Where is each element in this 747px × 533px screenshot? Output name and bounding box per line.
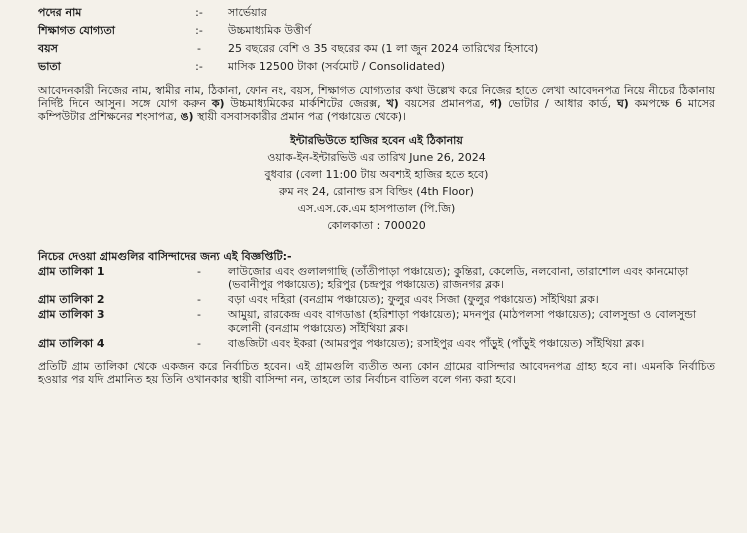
item-marker: গ) (489, 97, 503, 111)
item-text: ভোটার / আধার কার্ড, (508, 97, 612, 111)
selection-note: প্রতিটি গ্রাম তালিকা থেকে একজন করে নির্বাচিত হবেন। এই গ্রামগুলি ব্যতীত অন্য কোন গ্রামের বাসিন্দার আবেদনপত্র গ্রাহ্য হবে না। এমনকি নির্বাচিত হওয়ার পর যদি প্রমানিত হয় তিনি ওখানকার স্থায়ী বাসিন্দা নন, তাহলে তার নির্বাচন বাতিল বলে গন্য করা হবে। (38, 359, 715, 387)
village-list-label: গ্রাম তালিকা 2 (38, 293, 105, 307)
instruction-intro: আবেদনকারী নিজের নাম, স্বামীর নাম, ঠিকানা, ফোন নং, বয়স, শিক্ষাগত যোগ্যতার কথা উল্লেখ করে নিজের হাতে লেখা আবেদনপত্র নিয়ে নীচের ঠিকানায় নির্দিষ্ট দিনে আসুন। সঙ্গে যোগ করুন (38, 84, 715, 111)
info-value: সার্ভেয়ার (228, 6, 267, 20)
item-marker: ঙ) (180, 110, 194, 124)
info-row-allowance (38, 58, 715, 76)
item-marker: খ) (386, 97, 399, 111)
item-text: উচ্চমাধ্যমিকের মার্কশিটের জেরক্স, (230, 97, 381, 111)
villages-title: নিচের দেওয়া গ্রামগুলির বাসিন্দাদের জন্য এই বিজ্ঞপ্তিটি:- (38, 249, 292, 263)
application-instructions (38, 84, 715, 124)
item-text: বয়সের প্রমানপত্র, (404, 97, 485, 111)
info-row-qualification (38, 22, 715, 40)
village-list-label: গ্রাম তালিকা 3 (38, 308, 105, 322)
interview-line: বুধবার (বেলা 11:00 টায় অবশ্যই হাজির হতে হবে) (264, 167, 489, 181)
instruction-paragraph (38, 84, 715, 124)
info-separator: - (197, 42, 201, 56)
village-list-label: গ্রাম তালিকা 4 (38, 336, 105, 350)
info-separator: :- (195, 24, 203, 38)
info-value: মাসিক 12500 টাকা (সর্বমোট / Consolidated) (228, 60, 446, 74)
item-marker: ঘ) (616, 97, 629, 111)
item-text: কমপক্ষে 6 মাসের কম্পিউটার প্রশিক্ষনের শংসাপত্র, (38, 97, 716, 124)
info-row-post (38, 4, 715, 22)
info-label: ভাতা (38, 60, 61, 74)
village-list-separator: - (197, 293, 201, 307)
interview-line: কোলকাতা : 700020 (327, 218, 426, 232)
info-label: শিক্ষাগত যোগ্যতা (38, 24, 115, 38)
job-info-table (38, 4, 715, 76)
info-separator: :- (195, 6, 203, 20)
village-list-separator: - (197, 264, 201, 278)
info-label: বয়স (38, 42, 58, 56)
interview-block (38, 134, 715, 236)
village-list-text: আমুয়া, রারকেন্দ্র এবং বাগডাঙা (হরিশাড়া পঞ্চায়েত); মদনপুর (মাঠপলসা পঞ্চায়েত); বোলসুন্ডা ও বোলসুন্ডা কলোনী (বনগ্রাম পঞ্চায়েত) সাঁইথিয়া ব্লক। (228, 308, 697, 335)
village-list-label: গ্রাম তালিকা 1 (38, 264, 105, 278)
interview-title: ইন্টারভিউতে হাজির হবেন এই ঠিকানায় (290, 133, 463, 147)
info-separator: :- (195, 60, 203, 74)
village-list-text: বড়া এবং দহিরা (বনগ্রাম পঞ্চায়েত); ফুলুর এবং সিজা (ফুলুর পঞ্চায়েত) সাঁইথিয়া ব্লক। (228, 293, 599, 307)
village-list-separator: - (197, 336, 201, 350)
item-marker: ক) (211, 97, 225, 111)
village-list-row (38, 293, 715, 306)
info-value: উচ্চমাধ্যমিক উত্তীর্ণ (228, 24, 311, 38)
interview-line: রুম নং 24, রোনাল্ড রস বিল্ডিং (4th Floor) (279, 184, 474, 198)
village-list-text: বাঙজিটা এবং ইকরা (আমরপুর পঞ্চায়েত); রসাইপুর এবং পাঁড়ুই (পাঁড়ুই পঞ্চায়েত) সাঁইথিয়া ব্লক। (228, 336, 645, 350)
info-label: পদের নাম (38, 6, 82, 20)
village-list-row (38, 308, 715, 334)
village-list-row (38, 337, 715, 350)
village-list-row (38, 265, 715, 291)
item-text: স্থায়ী বসবাসকারীর প্রমান পত্র (পঞ্চায়েত থেকে)। (197, 110, 407, 124)
info-value: 25 বছরের বেশি ও 35 বছরের কম (1 লা জুন 2024 তারিখের হিসাবে) (228, 42, 539, 56)
village-list-text: লাউজোর এবং গুলালগাছি (তাঁতীপাড়া পঞ্চায়েত); কুন্তিরা, কেলেডি, নলবোনা, তারাশোল এবং কানমোড়া (ভবানীপুর পঞ্চায়েত); হরিপুর (চন্দ্রপুর পঞ্চায়েত) রাজনগর ব্লক। (228, 264, 689, 291)
village-list-separator: - (197, 308, 201, 322)
interview-line: ওয়াক-ইন-ইন্টারভিউ এর তারিখ June 26, 2024 (267, 150, 486, 164)
info-row-age (38, 40, 715, 58)
interview-line: এস.এস.কে.এম হাসপাতাল (পি.জি) (297, 201, 456, 215)
village-lists (38, 265, 715, 350)
